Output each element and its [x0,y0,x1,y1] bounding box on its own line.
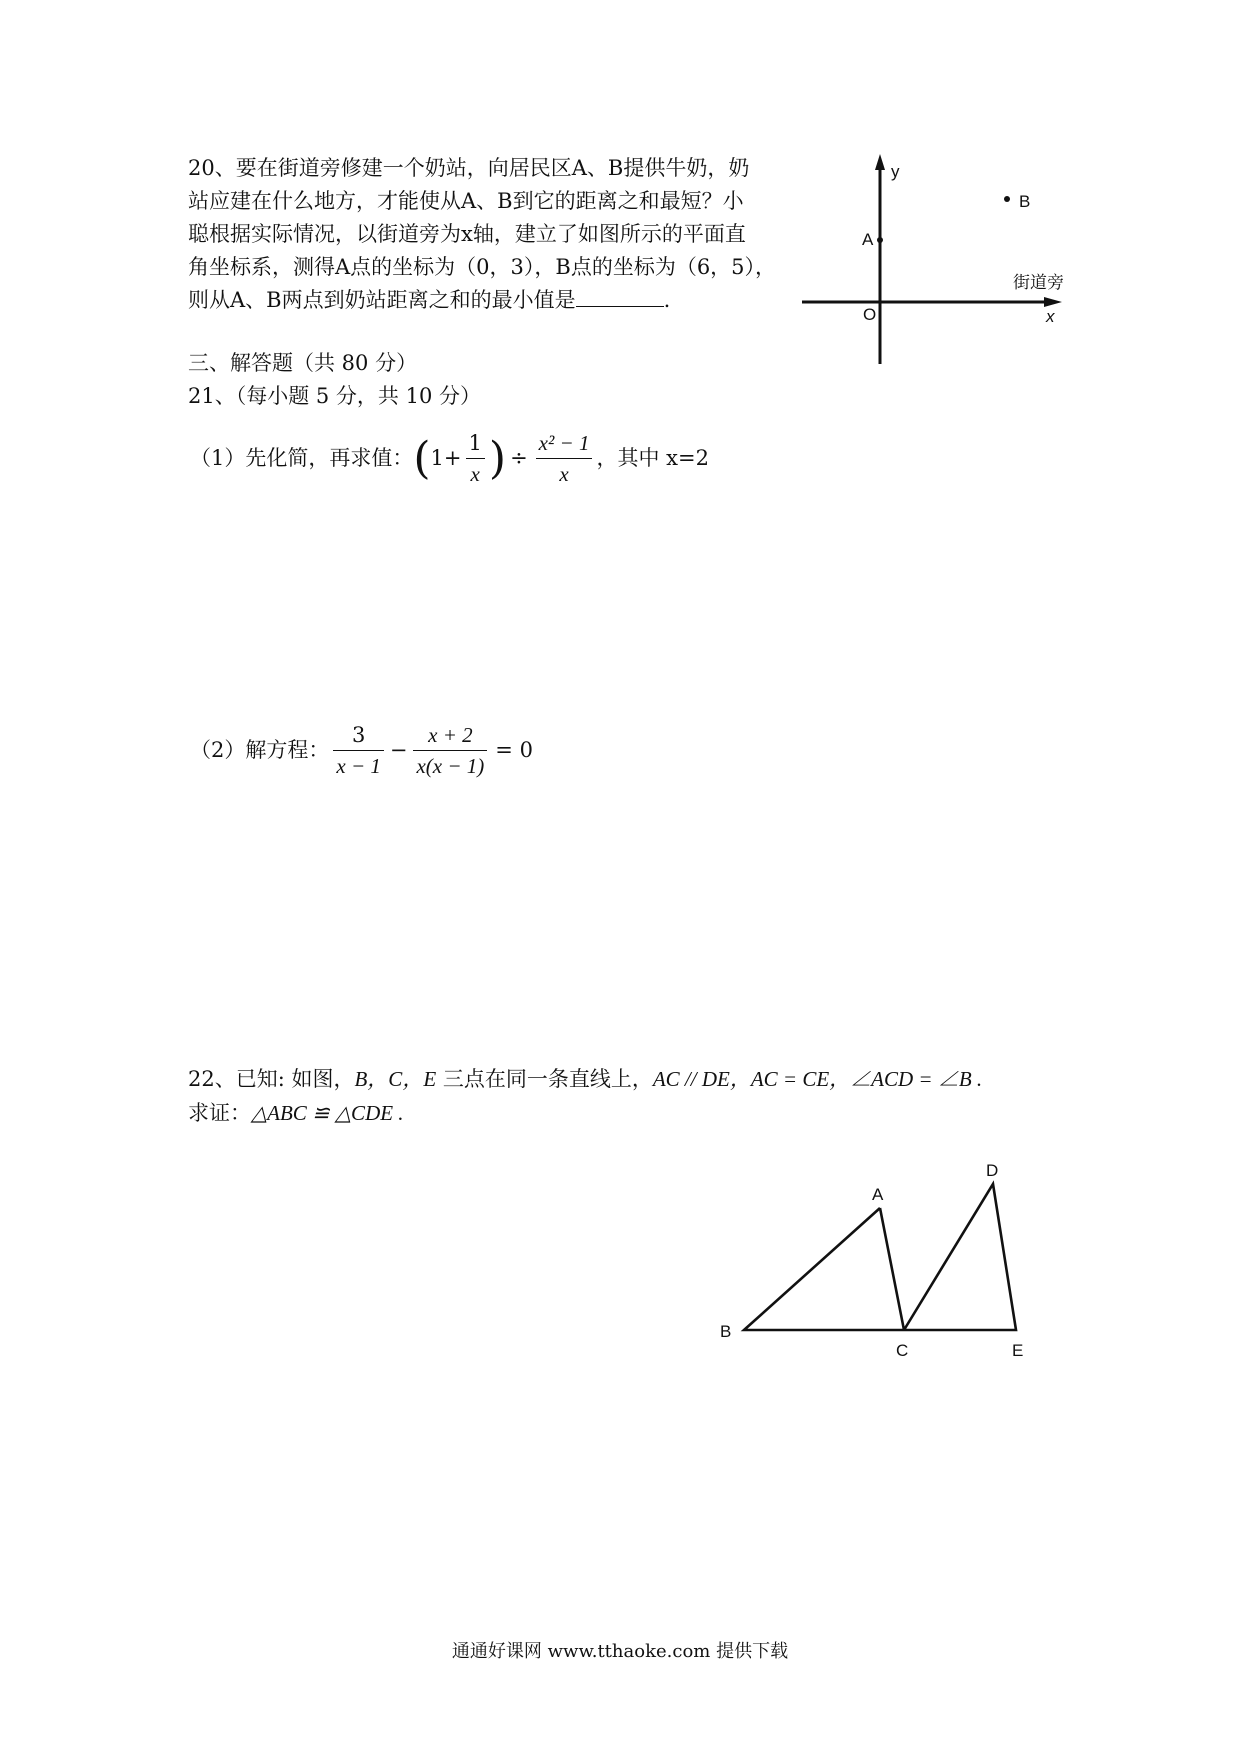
part2-fraction2-numerator: x + 2 [428,723,473,747]
left-paren: ( [413,432,431,484]
q22-line-2 [188,1097,404,1130]
point-b-dot [1004,196,1010,202]
q21-part1-fraction1 [466,428,485,489]
q22-line1-c: 三点在同一条直线上， [436,1067,653,1091]
fraction1-numerator: 1 [468,431,482,455]
q22-line2-a: 求证： [188,1101,251,1125]
q22-line1-d: AC // DE，AC = CE，∠ACD = ∠B . [652,1067,983,1091]
equals-zero: = 0 [495,738,533,762]
q20-answer-blank[interactable] [576,284,664,307]
part2-fraction1-numerator: 3 [351,723,366,747]
q22-line2-b: △ABC ≌ △CDE . [251,1101,404,1125]
fraction2-numerator: x² − 1 [538,431,590,455]
fraction2-denominator: x [536,458,593,489]
street-label: 街道旁 [1013,273,1064,292]
q21-part2-fraction2 [413,720,487,781]
q22-line1-a: 22、已知: 如图， [188,1067,355,1091]
q20-line-3: 聪根据实际情况，以街道旁为x轴，建立了如图所示的平面直 [188,222,746,246]
q20-line-2: 站应建在什么地方，才能使从A、B到它的距离之和最短？小 [188,189,744,213]
label-d: D [986,1161,999,1180]
q20-line-4: 角坐标系，测得A点的坐标为（0，3），B点的坐标为（6，5）， [188,255,777,279]
q21-part2-fraction1 [333,720,384,781]
section3-heading: 三、解答题（共 80 分） [188,351,418,375]
q22-triangle-figure [700,1140,1060,1380]
x-axis-label: x [1046,307,1055,326]
y-axis-label: y [891,162,900,181]
label-a: A [872,1185,884,1204]
origin-label: O [863,305,877,324]
q21-part1-suffix: ，其中 x=2 [596,446,709,470]
right-paren: ) [488,432,507,484]
y-axis-arrow [875,154,885,170]
q20-line-5 [188,284,776,317]
q20-end-mark: . [663,288,671,312]
q21-part2-prefix: （2）解方程： [190,738,330,762]
q21-part1-one: 1+ [430,446,462,470]
triangles-outline [744,1184,1016,1330]
minus-sign: − [389,738,408,762]
x-axis-arrow [1044,297,1062,307]
fraction1-denominator: x [466,458,485,489]
label-c: C [896,1341,909,1360]
q20-coordinate-figure [790,150,1090,370]
part2-fraction2-denominator: x(x − 1) [413,750,487,781]
q20-line-5-text: 则从A、B两点到奶站距离之和的最小值是 [188,288,576,312]
page-footer: 通通好课网 www.tthaoke.com 提供下载 [451,1641,789,1662]
q21-heading: 21、（每小题 5 分，共 10 分） [188,384,482,408]
q20-line-1: 20、要在街道旁修建一个奶站，向居民区A、B提供牛奶，奶 [188,156,750,180]
q20-text [188,152,776,317]
point-a-label: A [862,230,874,249]
divide-sign: ÷ [510,446,528,470]
label-e: E [1012,1341,1024,1360]
q22-line-1 [188,1063,982,1096]
point-a-dot [877,237,883,243]
point-b-label: B [1019,192,1031,211]
part2-fraction1-denominator: x − 1 [333,750,384,781]
q21-part1-prefix: （1）先化简，再求值： [190,446,414,470]
label-b: B [720,1322,732,1341]
q21-part1-fraction2 [536,428,593,489]
q22-line1-b: B，C，E [354,1067,437,1091]
q21-part1 [190,428,709,489]
q21-part2 [190,720,533,781]
